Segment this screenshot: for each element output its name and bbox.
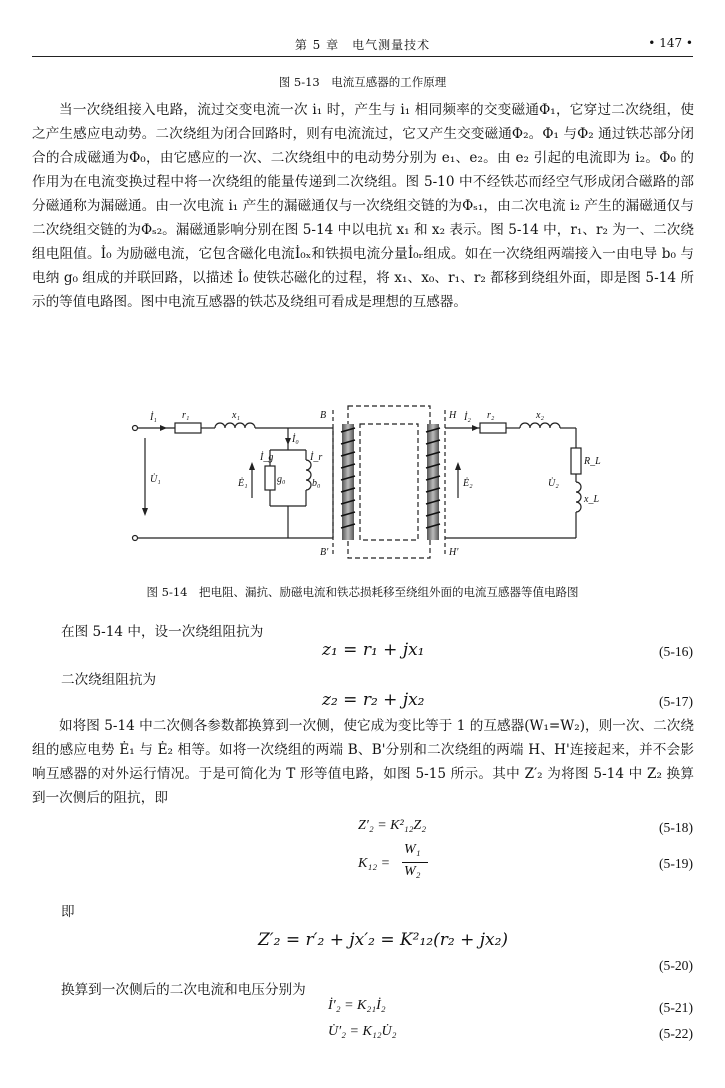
label-x2: x₂ — [536, 410, 544, 421]
equation-5-19-denominator: W₂ — [404, 864, 421, 879]
equation-5-17: z₂ = r₂ + jx₂ — [322, 690, 425, 710]
paragraph-2: 如将图 5-14 中二次侧各参数都换算到一次侧，使它成为变比等于 1 的互感器(W₁=W₂)，则一次、二次绕组的感应电势 Ė₁ 与 Ė₂ 相等。如将一次绕组的两端 B、B'分别和二次绕组的两端 H、H'连接起来，并不会影响互感器的对外运行情况。于是可简化为 T 形等值电路，如图 5-15 所示。其中 Z′₂ 为将图 5-14 中 Z₂ 换算到一次侧后的阻抗，即 — [32, 718, 694, 806]
label-B-prime: B' — [320, 547, 329, 558]
equation-number-5-22: (5-22) — [659, 1026, 693, 1041]
equation-number-5-16: (5-16) — [659, 644, 693, 659]
page-number: • 147 • — [648, 36, 693, 50]
equation-5-19-lhs: K₁₂ = — [358, 856, 391, 871]
paragraph-1: 当一次绕组接入电路，流过交变电流一次 i₁ 时，产生与 i₁ 相同频率的交变磁通Φ₁，它穿过二次绕组，使之产生感应电动势。二次绕组为闭合回路时，则有电流流过，它又产生交变磁通Φ₂。Φ₁ 与Φ₂ 通过铁芯部分闭合的合成磁通为Φ₀，由它感应的一次、二次绕组中的电动势分别为 e₁、e₂。由 e₂ 引起的电流即为 i₂。Φ₀ 的作用为在电流变换过程中将一次绕组的能量传递到二次绕组。图 5-10 中不经铁芯而经空气形成闭合磁路的部分磁通称为漏磁通。由一次电流 i₁ 产生的漏磁通仅与一次绕组交链的为Φₛ₁，由二次电流 i₂ 产生的漏磁通仅与二次绕组交链的为Φₛ₂。漏磁通影响分别在图 5-14 中以电抗 x₁ 和 x₂ 表示。图 5-14 中，r₁、r₂ 为一、二次绕组电阻值。İ₀ 为励磁电流，它包含磁化电流İ₀ₓ和铁损电流分量İ₀ᵣ组成。如在一次绕组两端接入一由电导 b₀ 与电纳 g₀ 组成的并联回路，以描述 İ₀ 使铁芯磁化的过程，将 x₁、x₀、r₁、r₂ 都移到绕组外面，即是图 5-14 所示的等值电路图。图中电流互感器的铁芯及绕组可看成是理想的互感器。 — [32, 102, 694, 310]
label-E2: Ė₂ — [463, 478, 473, 489]
chapter-title: 第 5 章 电气测量技术 — [294, 38, 431, 52]
label-r1: r₁ — [182, 410, 190, 421]
figure-5-13-caption: 图 5-13 电流互感器的工作原理 — [278, 75, 447, 89]
label-b0: b₀ — [312, 478, 321, 489]
label-x1: x₁ — [232, 410, 240, 421]
label-Ig: İ_g — [260, 452, 274, 463]
running-header — [32, 34, 693, 57]
label-I1: İ₁ — [150, 412, 157, 423]
equation-5-16: z₁ = r₁ + jx₁ — [322, 640, 425, 660]
equation-5-19-numerator: W₁ — [404, 842, 421, 857]
equation-number-5-18: (5-18) — [659, 820, 693, 835]
equation-5-20: Z′₂ = r′₂ + jx′₂ = K²₁₂(r₂ + jx₂) — [258, 930, 509, 950]
equation-number-5-20: (5-20) — [659, 958, 693, 973]
figure-5-14-caption: 图 5-14 把电阻、漏抗、励磁电流和铁芯损耗移至绕组外面的电流互感器等值电路图 — [146, 585, 579, 599]
equation-5-18: Z′₂ = K²₁₂Z₂ — [358, 818, 427, 833]
text-ji: 即 — [61, 904, 75, 920]
label-r2: r₂ — [487, 410, 495, 421]
text-z1-intro: 在图 5-14 中，设一次绕组阻抗为 — [61, 624, 264, 640]
text-convert: 换算到一次侧后的二次电流和电压分别为 — [61, 982, 306, 998]
label-B: B — [320, 410, 327, 421]
label-U1: U̇₁ — [150, 474, 161, 485]
label-H-prime: H' — [449, 547, 459, 558]
equation-5-21: İ′₂ = K₂₁İ₂ — [328, 998, 386, 1013]
label-RL: R_L — [584, 456, 601, 467]
label-Ir: İ_r — [310, 452, 323, 463]
equation-number-5-17: (5-17) — [659, 694, 693, 709]
circuit-figure-5-14 — [120, 398, 620, 568]
label-I2: İ₂ — [464, 412, 471, 423]
equation-number-5-21: (5-21) — [659, 1000, 693, 1015]
label-I0: İ₀ — [292, 434, 299, 445]
label-xL: x_L — [584, 494, 599, 505]
label-g0: g₀ — [277, 474, 286, 485]
fraction-bar — [402, 862, 428, 863]
label-U2: U̇₂ — [548, 478, 559, 489]
equation-5-22: U̇′₂ = K₁₂U̇₂ — [328, 1024, 397, 1039]
label-E1: Ė₁ — [238, 478, 248, 489]
equation-number-5-19: (5-19) — [659, 856, 693, 871]
text-z2-intro: 二次绕组阻抗为 — [61, 672, 157, 688]
label-H: H — [449, 410, 457, 421]
